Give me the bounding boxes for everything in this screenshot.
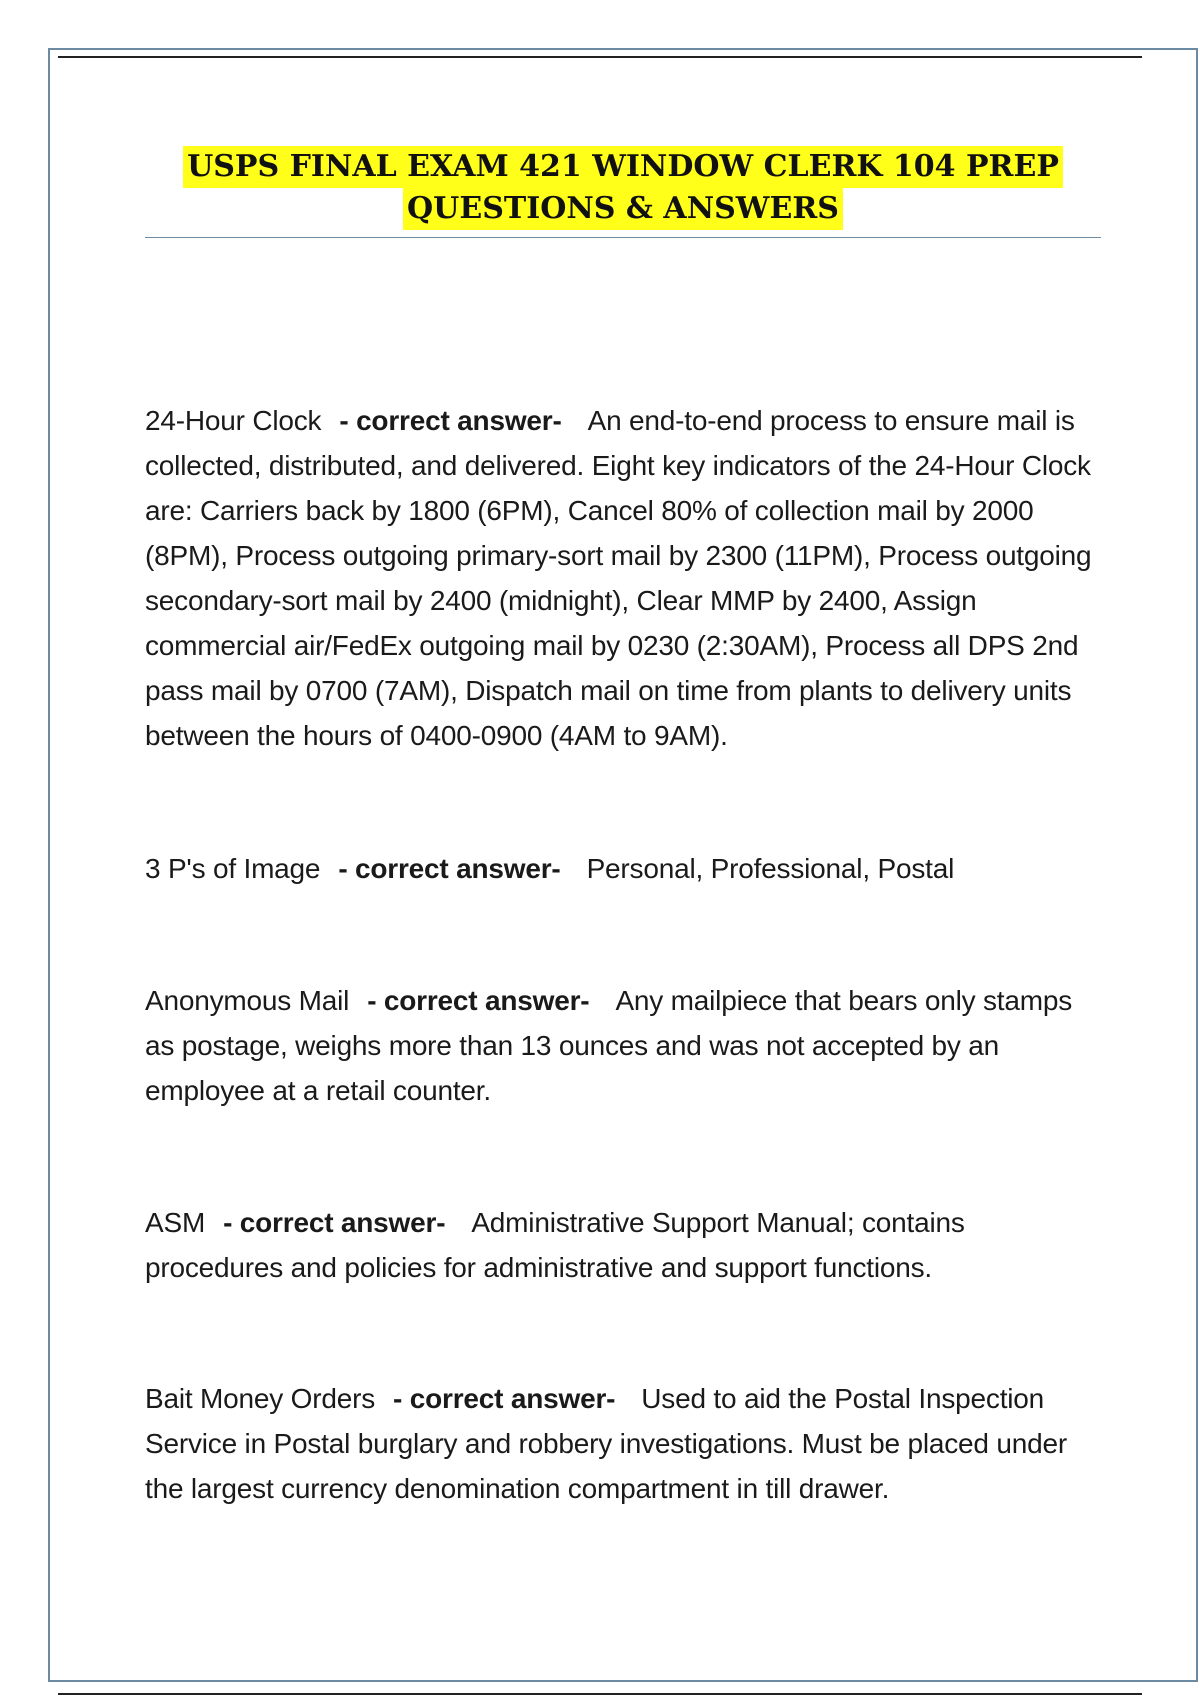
qa-term: 3 P's of Image (145, 853, 321, 884)
qa-term: 24-Hour Clock (145, 405, 322, 436)
qa-item-asm (145, 1200, 1105, 1290)
qa-answer: An end-to-end process to ensure mail is collected, distributed, and delivered. Eight key indicators of the 24-Hour Clock are: Carriers back by 1800 (6PM), Cancel 80% of collection mail by 2000 (8PM), Process outgoing primary-sort mail by 2300 (11PM), Process outgoing secondary-sort mail by 2400 (midnight), Clear MMP by 2400, Assign commercial air/FedEx outgoing mail by 0230 (2:30AM), Process all DPS 2nd pass mail by 0700 (7AM), Dispatch mail on time from plants to delivery units between the hours of 0400-0900 (4AM to 9AM). (145, 405, 1092, 751)
title-line-1: USPS FINAL EXAM 421 WINDOW CLERK 104 PREP (183, 146, 1063, 188)
qa-answer: Administrative Support Manual; contains procedures and policies for administrative and support functions. (145, 1207, 965, 1283)
qa-separator: - correct answer- (338, 853, 561, 884)
qa-item-3-ps-of-image (145, 846, 1105, 891)
qa-separator: - correct answer- (393, 1383, 616, 1414)
qa-answer: Used to aid the Postal Inspection Service in Postal burglary and robbery investigations. Must be placed under the largest currency denomination compartment in till drawer. (145, 1383, 1067, 1504)
footer-rule (58, 1693, 1142, 1695)
qa-answer: Any mailpiece that bears only stamps as postage, weighs more than 13 ounces and was not accepted by an employee at a retail counter. (145, 985, 1073, 1106)
qa-term: Bait Money Orders (145, 1383, 376, 1414)
qa-separator: - correct answer- (223, 1207, 446, 1238)
qa-term: ASM (145, 1207, 206, 1238)
title-line-2: QUESTIONS & ANSWERS (403, 188, 843, 230)
qa-answer: Personal, Professional, Postal (586, 853, 955, 884)
qa-separator: - correct answer- (367, 985, 590, 1016)
qa-item-anonymous-mail (145, 978, 1105, 1113)
qa-term: Anonymous Mail (145, 985, 350, 1016)
title-underline (145, 237, 1101, 238)
qa-item-24-hour-clock (145, 398, 1105, 758)
qa-item-bait-money-orders (145, 1376, 1105, 1511)
qa-separator: - correct answer- (339, 405, 562, 436)
header-rule (58, 56, 1142, 58)
document-title (145, 146, 1101, 230)
